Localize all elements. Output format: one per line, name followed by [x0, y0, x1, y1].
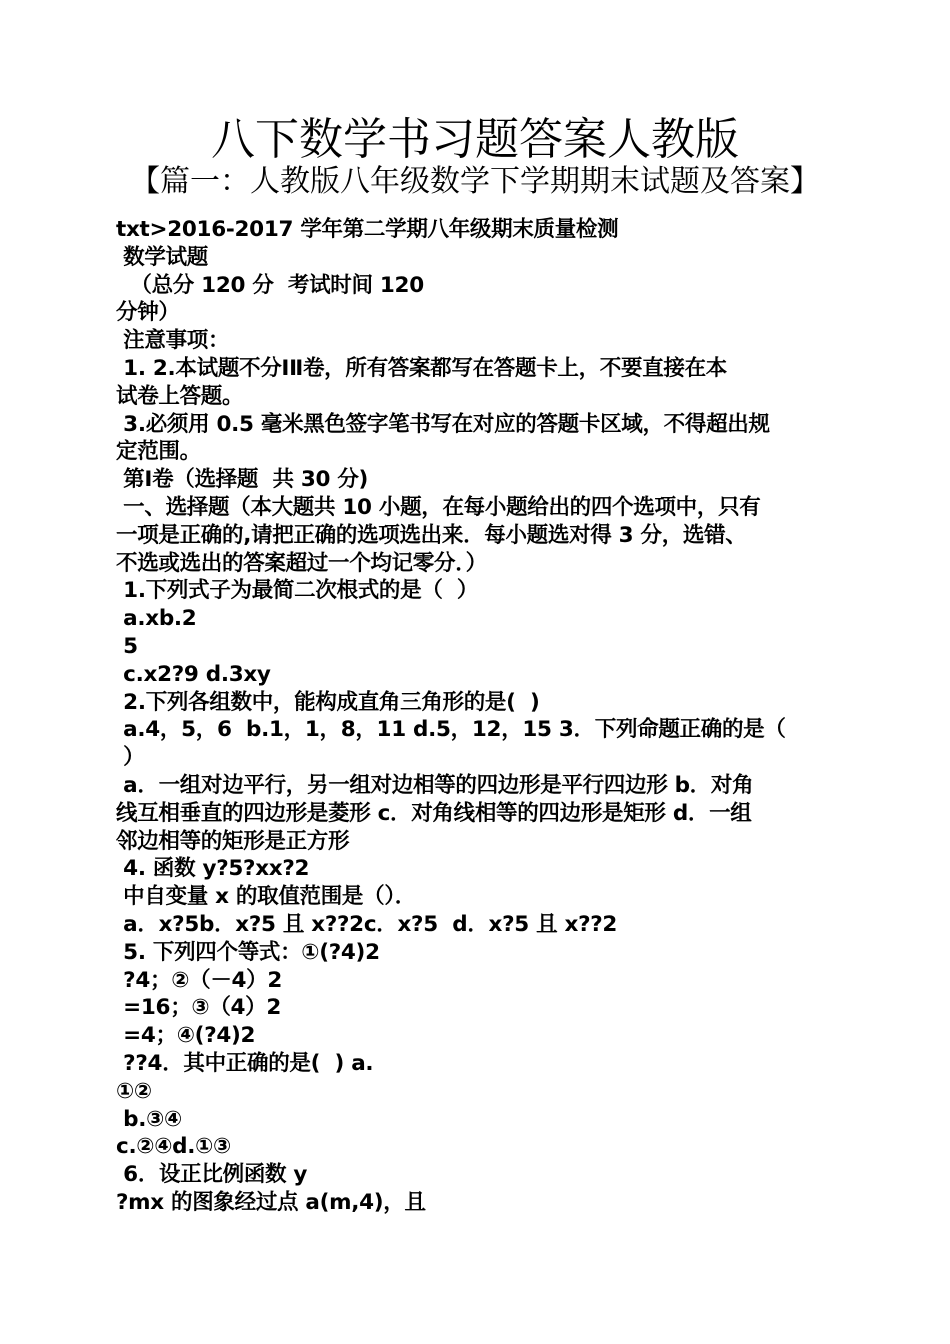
- text-line: a．一组对边平行，另一组对边相等的四边形是平行四边形 b．对角: [116, 772, 754, 798]
- text-line: a.xb.2: [116, 606, 197, 632]
- text-line: ?4；②（－4）2: [116, 967, 283, 993]
- text-line: 不选或选出的答案超过一个均记零分．）: [116, 550, 487, 576]
- text-line: =16；③（4）2: [116, 995, 282, 1021]
- text-line: ?mx 的图象经过点 a(m,4)，且: [116, 1189, 426, 1215]
- text-line: 4. 函数 y?5?xx?2: [116, 856, 310, 882]
- text-line: 1. 2.本试题不分ⅠⅡ卷，所有答案都写在答题卡上，不要直接在本: [116, 355, 727, 381]
- text-line: 注意事项：: [116, 328, 230, 354]
- text-line: 2.下列各组数中，能构成直角三角形的是( ): [116, 689, 540, 715]
- text-line: 6．设正比例函数 y: [116, 1162, 308, 1188]
- text-line: 线互相垂直的四边形是菱形 c．对角线相等的四边形是矩形 d．一组: [116, 800, 752, 826]
- text-line: 邻边相等的矩形是正方形: [116, 828, 350, 854]
- text-line: （总分 120 分 考试时间 120: [116, 272, 424, 298]
- text-line: ①②: [116, 1078, 152, 1104]
- text-line: 5. 下列四个等式：①(?4)2: [116, 939, 380, 965]
- text-line: 定范围。: [116, 439, 201, 465]
- text-line: a．x?5b．x?5 且 x??2c．x?5 d．x?5 且 x??2: [116, 911, 618, 937]
- text-line: 试卷上答题。: [116, 383, 244, 409]
- text-line: ??4．其中正确的是( ) a.: [116, 1050, 374, 1076]
- text-line: 一、选择题（本大题共 10 小题，在每小题给出的四个选项中，只有: [116, 494, 761, 520]
- text-line: c.②④d.①③: [116, 1134, 231, 1160]
- text-line: 分钟）: [116, 300, 180, 326]
- text-line: 一项是正确的,请把正确的选项选出来．每小题选对得 3 分，选错、: [116, 522, 747, 548]
- text-line: 1.下列式子为最简二次根式的是（ ）: [116, 578, 479, 604]
- document-title: 八下数学书习题答案人教版: [211, 114, 739, 165]
- text-line: b.③④: [116, 1106, 182, 1132]
- text-line: 第Ⅰ卷（选择题 共 30 分): [116, 467, 369, 493]
- text-line: 数学试题: [116, 244, 208, 270]
- document-subtitle: 【篇一：人教版八年级数学下学期期末试题及答案】: [130, 164, 820, 199]
- text-line: ）: [116, 745, 145, 771]
- text-line: =4；④(?4)2: [116, 1023, 256, 1049]
- text-line: txt>2016-2017 学年第二学期八年级期末质量检测: [116, 217, 619, 242]
- text-line: 5: [116, 633, 138, 659]
- text-line: c.x2?9 d.3xy: [116, 661, 271, 687]
- text-line: 中自变量 x 的取值范围是（）．: [116, 884, 416, 910]
- text-line: 3.必须用 0.5 毫米黑色签字笔书写在对应的答题卡区域，不得超出规: [116, 411, 770, 437]
- document-body: [116, 216, 836, 1217]
- text-line: a.4，5，6 b.1，1，8，11 d.5，12，15 3．下列命题正确的是（: [116, 717, 786, 743]
